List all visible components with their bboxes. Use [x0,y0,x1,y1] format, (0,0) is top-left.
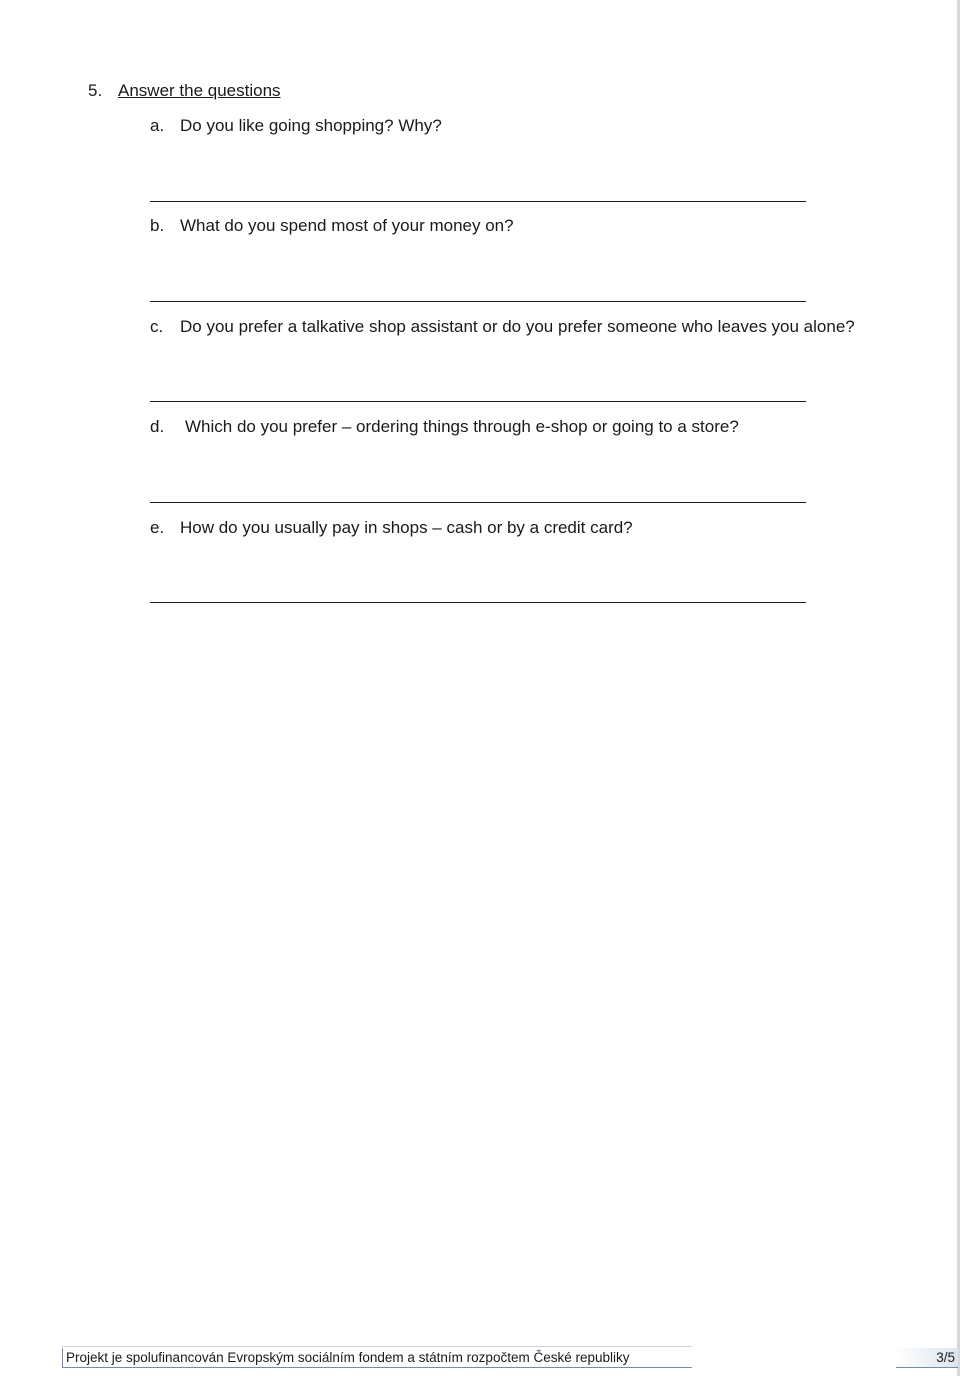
question-letter: d. [150,417,165,436]
page-number: 3/5 [936,1350,955,1365]
question-text: Do you like going shopping? Why? [180,116,442,135]
question-text: How do you usually pay in shops – cash or by a credit card? [180,518,633,537]
page-footer [62,1348,955,1370]
answer-line-d[interactable] [150,502,806,503]
question-e [150,517,633,539]
exercise-number: 5. [88,81,103,100]
question-letter: e. [150,518,165,537]
exercise-title: Answer the questions [118,81,281,100]
answer-line-a[interactable] [150,201,806,202]
answer-line-c[interactable] [150,401,806,402]
question-letter: b. [150,216,165,235]
question-c [150,316,855,338]
question-d [150,416,739,438]
footer-divider [62,1346,692,1347]
question-letter: c. [150,317,164,336]
question-a [150,115,442,137]
question-text: What do you spend most of your money on? [180,216,514,235]
question-text: Do you prefer a talkative shop assistant or do you prefer someone who leaves you alone? [180,317,855,336]
question-b [150,215,514,237]
question-letter: a. [150,116,165,135]
answer-line-b[interactable] [150,301,806,302]
question-text: Which do you prefer – ordering things through e-shop or going to a store? [185,417,739,436]
footer-funding-text: Projekt je spolufinancován Evropským sociálním fondem a státním rozpočtem České republiky [62,1348,692,1368]
answer-line-e[interactable] [150,602,806,603]
exercise-heading [88,80,281,102]
